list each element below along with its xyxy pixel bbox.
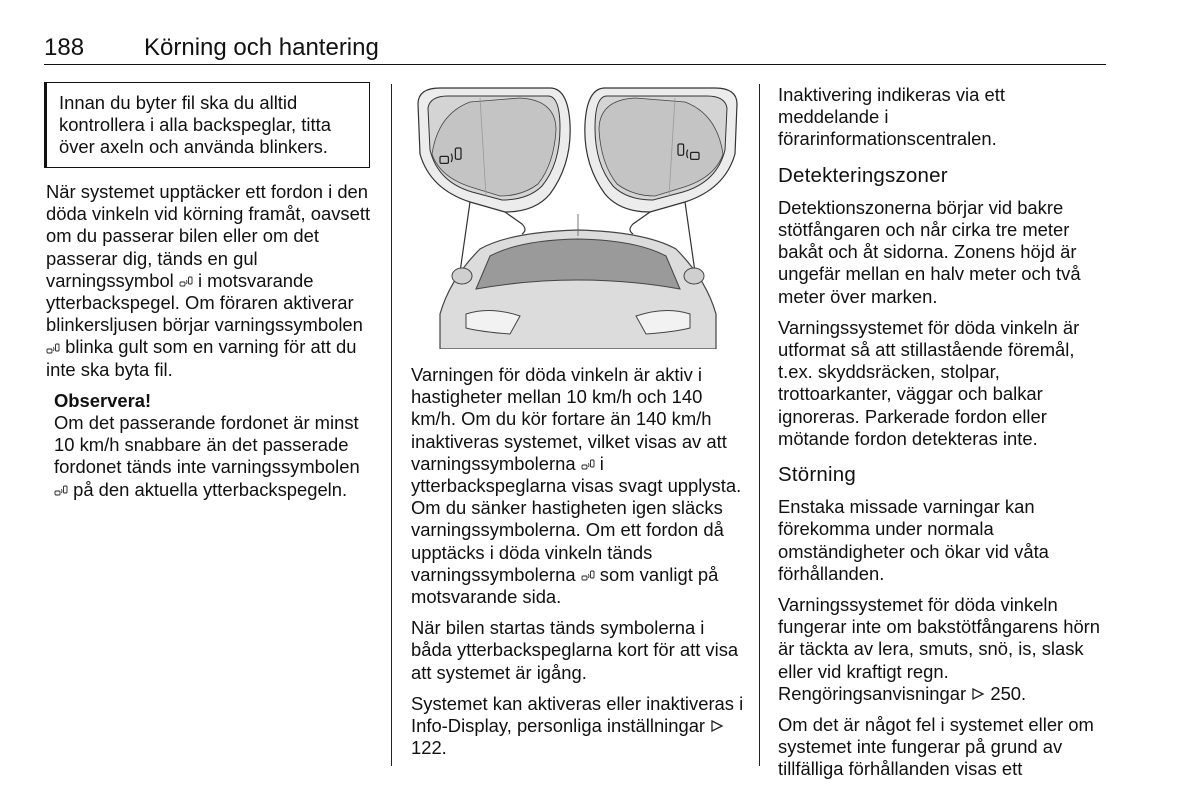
text: i ytterbackspeglarna visas svagt upplysta. Om du sänker hastigheten igen släcks varningssymbolerna. Om ett fordon då upptäcks i döda vinkeln tänds varningssymbolerna: [411, 452, 742, 585]
arrow-reference-icon: [710, 716, 724, 730]
blind-spot-warning-icon: [54, 485, 68, 497]
paragraph: [778, 594, 1108, 705]
text: Varningssystemet för döda vinkeln fungerar inte om bakstötfångarens hörn är täckta av lera, smuts, snö, is, slask eller vid kraftigt regn. Rengöringsanvisningar: [778, 594, 1101, 704]
blind-spot-warning-icon: [179, 276, 193, 288]
page-header: [44, 34, 1106, 65]
paragraph: Inaktivering indikeras via ett meddelande i förarinformationscentralen.: [778, 84, 1005, 150]
text: på den aktuella ytterbackspegeln.: [68, 478, 348, 500]
paragraph: Enstaka missade varningar kan förekomma under normala omständigheter och ökar vid våta förhållanden.: [778, 496, 1049, 584]
note-label: Observera!: [54, 389, 152, 411]
page-reference[interactable]: 250.: [990, 682, 1027, 704]
paragraph: Detektionszonerna börjar vid bakre stötfångaren och når cirka tre meter bakåt och åt sidorna. Zonens höjd är ungefär mellan en halv meter och två meter över marken.: [778, 196, 1081, 307]
page-title: Körning och hantering: [144, 34, 379, 61]
page-number: 188: [44, 34, 85, 61]
column-middle: [411, 364, 746, 768]
right-mirror-image: [585, 88, 737, 234]
blind-spot-warning-icon: [46, 343, 60, 355]
page-reference[interactable]: 122.: [411, 737, 447, 759]
mirror-illustration: [410, 84, 745, 349]
column-divider-right: [759, 84, 760, 766]
blind-spot-warning-icon: [581, 459, 595, 471]
section-heading: Detekteringszoner: [778, 163, 948, 187]
column-left: [46, 181, 376, 501]
paragraph: [411, 364, 746, 608]
note: [54, 390, 376, 501]
paragraph: När bilen startas tänds symbolerna i båda ytterbackspeglarna kort för att visa att systemet är igång.: [411, 617, 739, 683]
arrow-reference-icon: [971, 684, 985, 698]
paragraph: [411, 693, 746, 760]
text: Om det passerande fordonet är minst 10 km/h snabbare än det passerade fordonet tänds inte varningssymbolen: [54, 412, 360, 478]
paragraph: Varningssystemet för döda vinkeln är utformat så att stillastående föremål, t.ex. skyddsräcken, stolpar, trottoarkanter, väggar och balkar ignoreras. Parkerade fordon eller mötande fordon detekteras inte.: [778, 316, 1080, 449]
text: När systemet upptäcker ett fordon i den döda vinkeln vid körning framåt, oavsett om du passerar bilen eller om det passerar dig, tänds en gul varningssymbol: [46, 181, 371, 291]
column-divider-left: [391, 84, 392, 766]
text: i motsvarande ytterbackspegel. Om föraren aktiverar blinkersljusen börjar varningssymbolen: [46, 269, 363, 336]
text: Varningen för döda vinkeln är aktiv i hastigheter mellan 10 km/h och 140 km/h. Om du kör fortare än 140 km/h inaktiveras systemet, vilket visas av att varningssymbolerna: [411, 364, 727, 474]
warning-box: Innan du byter fil ska du alltid kontrollera i alla backspeglar, titta över axeln och använda blinkers.: [44, 82, 370, 168]
text: som vanligt på motsvarande sida.: [411, 563, 719, 608]
car-rear-image: [440, 214, 716, 349]
paragraph: Om det är något fel i systemet eller om systemet inte fungerar på grund av tillfälliga förhållanden visas ett: [778, 714, 1094, 780]
paragraph: [46, 181, 376, 381]
text: Systemet kan aktiveras eller inaktiveras i Info-Display, personliga inställningar: [411, 692, 744, 737]
section-heading: Störning: [778, 463, 856, 487]
left-mirror-image: [418, 88, 570, 234]
column-right: [778, 84, 1108, 790]
text: blinka gult som en varning för att du inte ska byta fil.: [46, 336, 357, 380]
blind-spot-warning-icon: [581, 570, 595, 582]
